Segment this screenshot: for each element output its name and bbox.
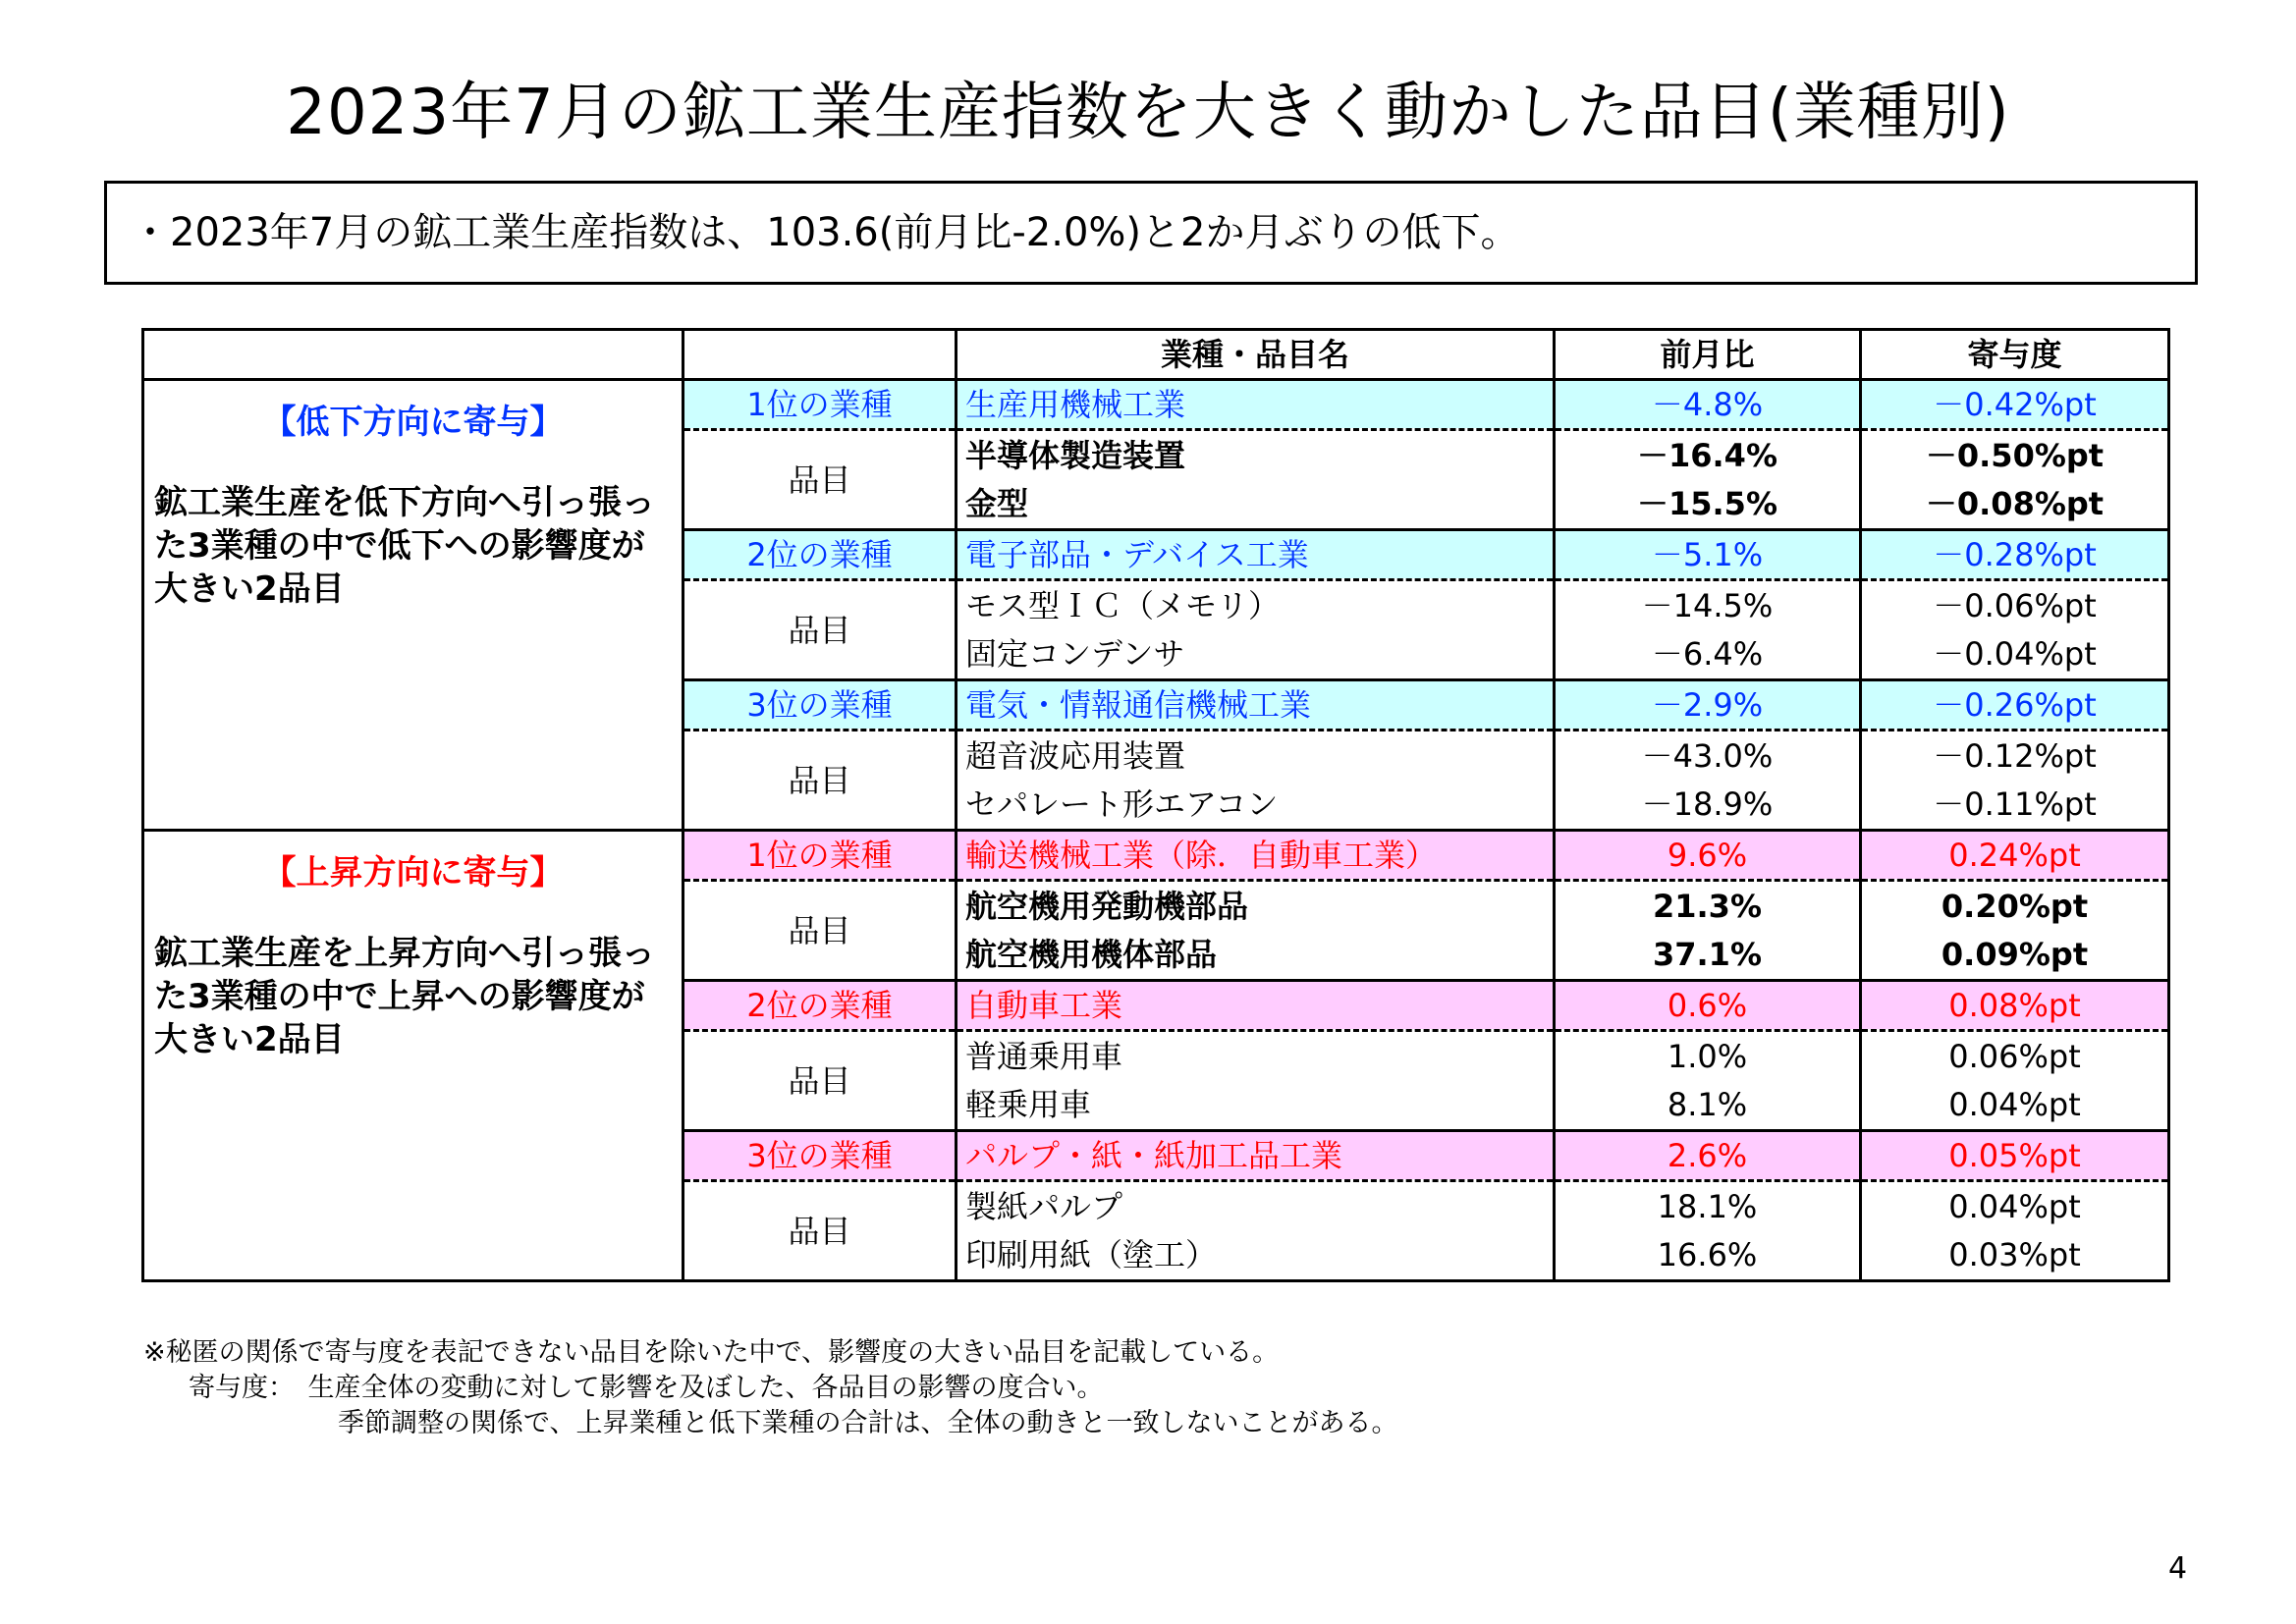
section-down-body: 鉱工業生産を低下方向へ引っ張った3業種の中で低下への影響度が大きい2品目 <box>154 483 655 609</box>
industry-contrib: －0.42%pt <box>1861 380 2169 430</box>
industry-name: パルプ・紙・紙加工品工業 <box>957 1131 1555 1181</box>
industry-name: 電子部品・デバイス工業 <box>957 530 1555 580</box>
item-name: 超音波応用装置 <box>957 731 1555 781</box>
item-mom: －43.0% <box>1555 731 1861 781</box>
item-mom: －16.4% <box>1555 430 1861 480</box>
item-mom: －18.9% <box>1555 781 1861 831</box>
industry-rank: 2位の業種 <box>683 981 957 1031</box>
item-name: 半導体製造装置 <box>957 430 1555 480</box>
item-mom: 1.0% <box>1555 1031 1861 1081</box>
items-label: 品目 <box>683 881 957 981</box>
item-contrib: －0.11%pt <box>1861 781 2169 831</box>
item-mom: －15.5% <box>1555 480 1861 530</box>
item-name: 軽乗用車 <box>957 1081 1555 1131</box>
item-mom: 37.1% <box>1555 931 1861 981</box>
industry-mom: 9.6% <box>1555 831 1861 881</box>
industry-mom: －4.8% <box>1555 380 1861 430</box>
table-row <box>143 380 2169 430</box>
footnote-2: 寄与度： 生産全体の変動に対して影響を及ぼした、各品目の影響の度合い。 <box>189 1373 1104 1403</box>
section-up-label <box>143 831 683 1281</box>
item-name: セパレート形エアコン <box>957 781 1555 831</box>
industry-rank: 1位の業種 <box>683 831 957 881</box>
industry-contrib: 0.08%pt <box>1861 981 2169 1031</box>
item-contrib: －0.08%pt <box>1861 480 2169 530</box>
header-mom: 前月比 <box>1555 330 1861 380</box>
industry-contrib: －0.26%pt <box>1861 680 2169 731</box>
footnote-1: ※秘匿の関係で寄与度を表記できない品目を除いた中で、影響度の大きい品目を記載している。 <box>143 1337 1280 1368</box>
industry-table <box>141 328 2170 1282</box>
page-title: 2023年7月の鉱工業生産指数を大きく動かした品目(業種別) <box>286 77 2010 149</box>
item-contrib: 0.03%pt <box>1861 1231 2169 1281</box>
industry-rank: 1位の業種 <box>683 380 957 430</box>
summary-text: ・2023年7月の鉱工業生産指数は、103.6(前月比-2.0%)と2か月ぶりの低下。 <box>131 210 1520 255</box>
item-name: 印刷用紙（塗工） <box>957 1231 1555 1281</box>
item-mom: －14.5% <box>1555 580 1861 630</box>
header-contrib: 寄与度 <box>1861 330 2169 380</box>
item-name: 製紙パルプ <box>957 1181 1555 1231</box>
industry-contrib: －0.28%pt <box>1861 530 2169 580</box>
items-label: 品目 <box>683 430 957 530</box>
industry-contrib: 0.24%pt <box>1861 831 2169 881</box>
footnote-3: 季節調整の関係で、上昇業種と低下業種の合計は、全体の動きと一致しないことがある。 <box>338 1408 1398 1438</box>
item-contrib: 0.06%pt <box>1861 1031 2169 1081</box>
industry-rank: 3位の業種 <box>683 680 957 731</box>
industry-rank: 2位の業種 <box>683 530 957 580</box>
header-name: 業種・品目名 <box>957 330 1555 380</box>
industry-name: 輸送機械工業（除．自動車工業） <box>957 831 1555 881</box>
industry-mom: －5.1% <box>1555 530 1861 580</box>
item-contrib: 0.04%pt <box>1861 1081 2169 1131</box>
section-up-head: 【上昇方向に寄与】 <box>262 853 564 893</box>
section-up-body: 鉱工業生産を上昇方向へ引っ張った3業種の中で上昇への影響度が大きい2品目 <box>154 934 655 1059</box>
item-contrib: －0.06%pt <box>1861 580 2169 630</box>
items-label: 品目 <box>683 731 957 831</box>
header-blank-2 <box>683 330 957 380</box>
industry-name: 生産用機械工業 <box>957 380 1555 430</box>
section-down-head: 【低下方向に寄与】 <box>262 403 564 442</box>
item-name: モス型ＩＣ（メモリ） <box>957 580 1555 630</box>
item-name: 航空機用機体部品 <box>957 931 1555 981</box>
item-name: 普通乗用車 <box>957 1031 1555 1081</box>
item-contrib: －0.50%pt <box>1861 430 2169 480</box>
header-blank <box>143 330 683 380</box>
industry-rank: 3位の業種 <box>683 1131 957 1181</box>
item-contrib: 0.20%pt <box>1861 881 2169 931</box>
industry-mom: 0.6% <box>1555 981 1861 1031</box>
item-name: 固定コンデンサ <box>957 630 1555 680</box>
item-mom: －6.4% <box>1555 630 1861 680</box>
industry-contrib: 0.05%pt <box>1861 1131 2169 1181</box>
item-mom: 16.6% <box>1555 1231 1861 1281</box>
footnotes <box>143 1335 1397 1441</box>
items-label: 品目 <box>683 580 957 680</box>
item-contrib: －0.04%pt <box>1861 630 2169 680</box>
industry-name: 電気・情報通信機械工業 <box>957 680 1555 731</box>
industry-mom: 2.6% <box>1555 1131 1861 1181</box>
page-number: 4 <box>2168 1551 2188 1586</box>
items-label: 品目 <box>683 1181 957 1281</box>
table-row <box>143 831 2169 881</box>
item-name: 航空機用発動機部品 <box>957 881 1555 931</box>
items-label: 品目 <box>683 1031 957 1131</box>
item-mom: 21.3% <box>1555 881 1861 931</box>
summary-box <box>104 181 2198 285</box>
section-down-label <box>143 380 683 831</box>
industry-mom: －2.9% <box>1555 680 1861 731</box>
item-contrib: 0.09%pt <box>1861 931 2169 981</box>
table-header-row <box>143 330 2169 380</box>
industry-name: 自動車工業 <box>957 981 1555 1031</box>
item-mom: 8.1% <box>1555 1081 1861 1131</box>
item-name: 金型 <box>957 480 1555 530</box>
item-contrib: －0.12%pt <box>1861 731 2169 781</box>
item-mom: 18.1% <box>1555 1181 1861 1231</box>
item-contrib: 0.04%pt <box>1861 1181 2169 1231</box>
